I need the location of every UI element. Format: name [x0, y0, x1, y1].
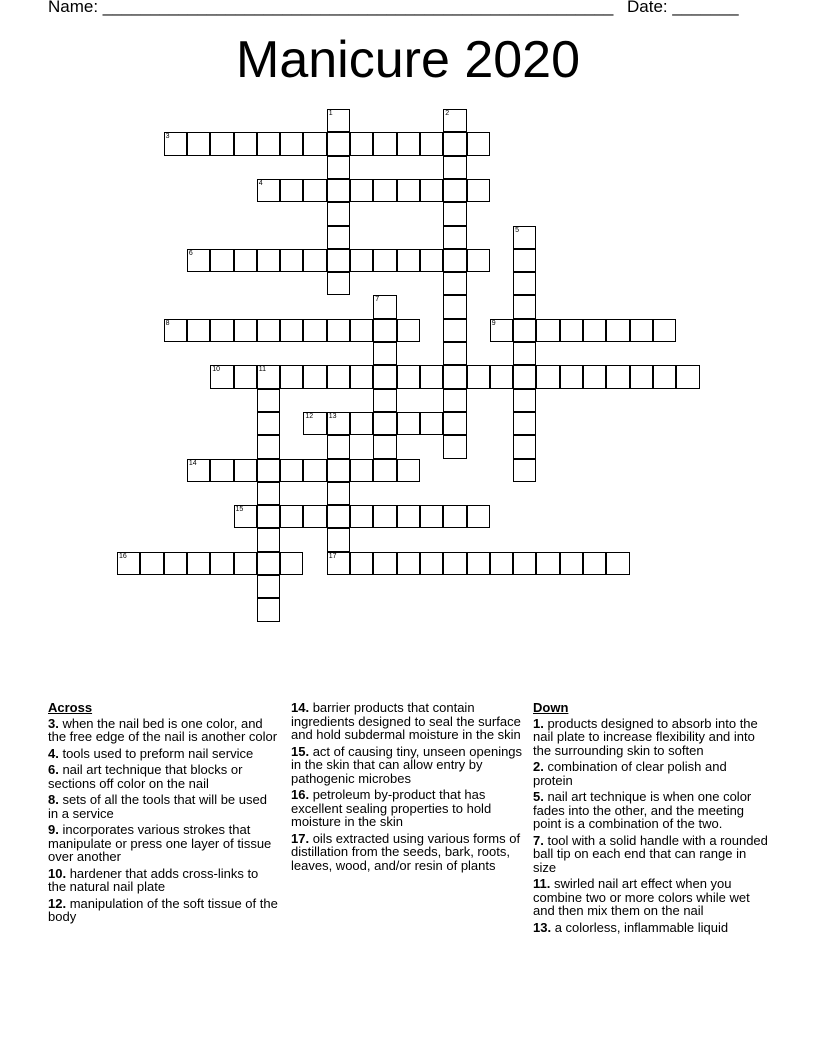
down-clue-list — [533, 717, 769, 935]
grid-cell[interactable] — [560, 552, 583, 575]
grid-cell[interactable] — [257, 482, 280, 505]
grid-cell[interactable] — [327, 109, 350, 132]
across-clue — [48, 763, 278, 790]
clue-number: 5. — [533, 789, 544, 804]
clue-number: 10. — [48, 865, 67, 881]
grid-cell[interactable] — [420, 552, 443, 575]
grid-cell[interactable] — [443, 272, 466, 295]
clue-number: 17. — [291, 830, 310, 846]
clue-number: 3. — [48, 715, 59, 731]
grid-cell[interactable] — [234, 505, 257, 528]
clue-number: 16 — [119, 552, 127, 560]
grid-cell[interactable] — [490, 552, 513, 575]
grid-cell[interactable] — [513, 249, 536, 272]
down-clue — [533, 790, 769, 831]
across-clue-list-1 — [48, 717, 278, 924]
across-clue — [48, 793, 278, 820]
clue-number: 14 — [188, 459, 197, 467]
grid-cell[interactable] — [513, 226, 536, 249]
clue-text: sets of all the tools that will be used in a service — [48, 792, 267, 821]
grid-cell[interactable] — [164, 552, 187, 575]
clue-text: tool with a solid handle with a rounded ball tip on each end that can range in size — [533, 832, 768, 875]
grid-cell[interactable] — [257, 435, 280, 458]
grid-cell[interactable] — [327, 528, 350, 551]
clue-number: 15. — [291, 743, 310, 759]
grid-cell[interactable] — [373, 389, 396, 412]
grid-cell[interactable] — [234, 365, 257, 388]
clue-number: 9 — [491, 319, 496, 327]
grid-cell[interactable] — [630, 319, 653, 342]
date-field-line: Date: _______ — [627, 0, 739, 16]
down-clue — [533, 921, 769, 935]
grid-cell[interactable] — [467, 365, 490, 388]
grid-cell[interactable] — [210, 319, 233, 342]
grid-cell[interactable] — [630, 365, 653, 388]
grid-cell[interactable] — [210, 132, 233, 155]
grid-cell[interactable] — [234, 459, 257, 482]
clue-number: 11. — [533, 876, 551, 891]
grid-cell[interactable] — [443, 109, 466, 132]
grid-cell[interactable] — [490, 365, 513, 388]
grid-cell[interactable] — [536, 552, 559, 575]
clue-text: when the nail bed is one color, and the free edge of the nail is another color — [48, 715, 278, 744]
clue-number: 17 — [328, 552, 337, 560]
clue-number: 6 — [188, 249, 193, 257]
grid-cell[interactable] — [443, 319, 466, 342]
grid-cell[interactable] — [443, 249, 466, 272]
grid-cell[interactable] — [397, 132, 420, 155]
grid-cell[interactable] — [513, 319, 536, 342]
grid-cell[interactable] — [397, 179, 420, 202]
grid-cell[interactable] — [350, 249, 373, 272]
grid-cell[interactable] — [327, 482, 350, 505]
clue-text: nail art technique is when one color fades into the other, and the meeting point is a combination of the two. — [533, 789, 752, 831]
clue-text: a colorless, inflammable liquid — [551, 919, 729, 935]
grid-cell[interactable] — [467, 249, 490, 272]
grid-cell[interactable] — [210, 365, 233, 388]
grid-cell[interactable] — [140, 552, 163, 575]
clue-number: 3 — [165, 133, 170, 141]
puzzle-title: Manicure 2020 — [236, 31, 580, 89]
grid-cell[interactable] — [257, 412, 280, 435]
clue-number: 1 — [328, 110, 333, 117]
grid-cell[interactable] — [583, 365, 606, 388]
grid-cell[interactable] — [303, 365, 326, 388]
grid-cell[interactable] — [443, 389, 466, 412]
grid-cell[interactable] — [443, 435, 466, 458]
clue-text: manipulation of the soft tissue of the body — [48, 895, 278, 924]
grid-cell[interactable] — [443, 202, 466, 225]
grid-cell[interactable] — [257, 575, 280, 598]
across-clue — [291, 788, 523, 829]
clue-number: 8 — [165, 319, 170, 327]
across-clue — [48, 717, 278, 744]
grid-cell[interactable] — [443, 552, 466, 575]
clue-text: products designed to absorb into the nail plate to increase flexibility and into the surrounding skin to soften — [533, 715, 758, 758]
grid-cell[interactable] — [373, 412, 396, 435]
grid-cell[interactable] — [443, 179, 466, 202]
grid-cell[interactable] — [443, 295, 466, 318]
grid-cell[interactable] — [280, 505, 303, 528]
grid-cell[interactable] — [513, 552, 536, 575]
grid-cell[interactable] — [117, 552, 140, 575]
across-clue-list-2 — [291, 701, 523, 872]
grid-cell[interactable] — [327, 202, 350, 225]
grid-cell[interactable] — [350, 179, 373, 202]
grid-cell[interactable] — [606, 365, 629, 388]
grid-cell[interactable] — [536, 365, 559, 388]
across-clue — [291, 701, 523, 742]
down-clues-col — [533, 701, 769, 937]
across-clue — [48, 747, 278, 761]
grid-cell[interactable] — [280, 552, 303, 575]
grid-cell[interactable] — [327, 505, 350, 528]
clue-number: 15 — [235, 506, 244, 514]
grid-cell[interactable] — [257, 365, 280, 388]
clue-number: 6. — [48, 762, 59, 777]
clue-number: 2. — [533, 759, 544, 774]
grid-cell[interactable] — [397, 412, 420, 435]
grid-cell[interactable] — [187, 319, 210, 342]
clue-text: swirled nail art effect when you combine two or more colors while wet and then mix them on the nail — [533, 876, 750, 918]
grid-cell[interactable] — [443, 132, 466, 155]
grid-cell[interactable] — [606, 319, 629, 342]
grid-cell[interactable] — [397, 249, 420, 272]
clue-text: petroleum by-product that has excellent sealing properties to hold moisture in the skin — [291, 787, 492, 829]
across-heading: Across — [48, 700, 93, 715]
grid-cell[interactable] — [257, 249, 280, 272]
grid-cell[interactable] — [373, 365, 396, 388]
clue-text: tools used to preform nail service — [58, 745, 254, 761]
grid-cell[interactable] — [560, 319, 583, 342]
grid-cell[interactable] — [373, 505, 396, 528]
grid-cell[interactable] — [187, 552, 210, 575]
grid-cell[interactable] — [187, 249, 210, 272]
grid-cell[interactable] — [257, 179, 280, 202]
grid-cell[interactable] — [513, 342, 536, 365]
down-heading: Down — [533, 700, 569, 715]
grid-cell[interactable] — [420, 365, 443, 388]
across-clue — [48, 867, 278, 894]
grid-cell[interactable] — [257, 319, 280, 342]
grid-cell[interactable] — [513, 389, 536, 412]
grid-cell[interactable] — [443, 505, 466, 528]
grid-cell[interactable] — [280, 459, 303, 482]
grid-cell[interactable] — [327, 156, 350, 179]
grid-cell[interactable] — [513, 272, 536, 295]
name-field-line: Name: ______________________________________________________ — [48, 0, 614, 16]
grid-cell[interactable] — [280, 319, 303, 342]
grid-cell[interactable] — [303, 132, 326, 155]
grid-cell[interactable] — [467, 179, 490, 202]
clue-number: 13 — [328, 412, 337, 420]
grid-cell[interactable] — [443, 342, 466, 365]
grid-cell[interactable] — [397, 505, 420, 528]
grid-cell[interactable] — [513, 435, 536, 458]
grid-cell[interactable] — [234, 249, 257, 272]
grid-cell[interactable] — [350, 412, 373, 435]
grid-cell[interactable] — [536, 319, 559, 342]
clue-text: incorporates various strokes that manipulate or press one layer of tissue over another — [48, 822, 272, 864]
grid-cell[interactable] — [257, 505, 280, 528]
clue-number: 5 — [515, 226, 519, 234]
grid-cell[interactable] — [303, 319, 326, 342]
grid-cell[interactable] — [467, 505, 490, 528]
grid-cell[interactable] — [234, 132, 257, 155]
grid-cell[interactable] — [443, 156, 466, 179]
grid-cell[interactable] — [350, 552, 373, 575]
grid-cell[interactable] — [420, 505, 443, 528]
grid-cell[interactable] — [327, 459, 350, 482]
grid-cell[interactable] — [187, 132, 210, 155]
grid-cell[interactable] — [210, 459, 233, 482]
clue-number: 9. — [48, 822, 59, 837]
grid-cell[interactable] — [350, 505, 373, 528]
grid-cell[interactable] — [513, 365, 536, 388]
clue-text: combination of clear polish and protein — [533, 759, 727, 788]
grid-cell[interactable] — [397, 319, 420, 342]
clue-text: hardener that adds cross-links to the natural nail plate — [48, 865, 259, 894]
clue-number: 12 — [305, 412, 314, 420]
grid-cell[interactable] — [676, 365, 699, 388]
grid-cell[interactable] — [373, 342, 396, 365]
grid-cell[interactable] — [420, 249, 443, 272]
grid-cell[interactable] — [606, 552, 629, 575]
across-clue — [48, 897, 278, 924]
down-clue — [533, 834, 769, 875]
grid-cell[interactable] — [397, 365, 420, 388]
across-clue — [291, 832, 523, 873]
grid-cell[interactable] — [350, 365, 373, 388]
down-clue — [533, 877, 769, 918]
grid-cell[interactable] — [327, 552, 350, 575]
grid-cell[interactable] — [513, 412, 536, 435]
clue-number: 4 — [258, 179, 263, 187]
grid-cell[interactable] — [443, 412, 466, 435]
down-clue — [533, 760, 769, 787]
grid-cell[interactable] — [303, 412, 326, 435]
grid-cell[interactable] — [583, 552, 606, 575]
grid-cell[interactable] — [303, 249, 326, 272]
grid-cell[interactable] — [257, 598, 280, 621]
grid-cell[interactable] — [234, 552, 257, 575]
grid-cell[interactable] — [280, 132, 303, 155]
grid-cell[interactable] — [257, 459, 280, 482]
clue-number: 13. — [533, 919, 552, 935]
clue-number: 2 — [445, 110, 450, 117]
grid-cell[interactable] — [397, 552, 420, 575]
grid-cell[interactable] — [420, 412, 443, 435]
grid-cell[interactable] — [210, 249, 233, 272]
grid-cell[interactable] — [513, 459, 536, 482]
grid-cell[interactable] — [467, 552, 490, 575]
across-clue — [291, 745, 523, 786]
grid-cell[interactable] — [373, 132, 396, 155]
grid-cell[interactable] — [397, 459, 420, 482]
grid-cell[interactable] — [443, 226, 466, 249]
clue-text: act of causing tiny, unseen openings in the skin that can allow entry by pathogenic microbes — [291, 743, 523, 786]
grid-cell[interactable] — [257, 389, 280, 412]
grid-cell[interactable] — [327, 272, 350, 295]
grid-cell[interactable] — [210, 552, 233, 575]
grid-cell[interactable] — [513, 295, 536, 318]
clue-number: 12. — [48, 895, 67, 911]
clue-text: barrier products that contain ingredients designed to seal the surface and hold subdermal moisture in the skin — [291, 700, 521, 742]
grid-cell[interactable] — [373, 179, 396, 202]
grid-cell[interactable] — [303, 505, 326, 528]
grid-cell[interactable] — [303, 179, 326, 202]
grid-cell[interactable] — [490, 319, 513, 342]
clue-number: 1. — [533, 715, 544, 731]
grid-cell[interactable] — [164, 132, 187, 155]
across-clue — [48, 823, 278, 864]
grid-cell[interactable] — [560, 365, 583, 388]
grid-cell[interactable] — [280, 365, 303, 388]
grid-cell[interactable] — [327, 365, 350, 388]
grid-cell[interactable] — [234, 319, 257, 342]
grid-cell[interactable] — [327, 249, 350, 272]
grid-cell[interactable] — [303, 459, 326, 482]
down-clue — [533, 717, 769, 758]
grid-cell[interactable] — [257, 528, 280, 551]
grid-cell[interactable] — [327, 319, 350, 342]
grid-cell[interactable] — [327, 179, 350, 202]
grid-cell[interactable] — [350, 132, 373, 155]
grid-cell[interactable] — [467, 132, 490, 155]
clue-number: 4. — [48, 745, 59, 761]
grid-cell[interactable] — [187, 459, 210, 482]
grid-cell[interactable] — [327, 226, 350, 249]
grid-cell[interactable] — [373, 552, 396, 575]
grid-cell[interactable] — [280, 179, 303, 202]
clue-number: 8. — [48, 792, 59, 807]
clue-number: 16. — [291, 787, 310, 802]
clue-number: 11 — [258, 366, 267, 374]
grid-cell[interactable] — [350, 459, 373, 482]
grid-cell[interactable] — [327, 412, 350, 435]
grid-cell[interactable] — [373, 435, 396, 458]
clue-number: 14. — [291, 700, 310, 715]
across-clues-col-2 — [291, 701, 523, 875]
grid-cell[interactable] — [443, 365, 466, 388]
grid-cell[interactable] — [653, 365, 676, 388]
clue-text: oils extracted using various forms of distillation from the seeds, bark, roots, leaves, wood, and/or resin of plants — [291, 830, 521, 873]
grid-cell[interactable] — [327, 435, 350, 458]
clue-number: 10 — [212, 366, 220, 374]
grid-cell[interactable] — [164, 319, 187, 342]
grid-cell[interactable] — [373, 249, 396, 272]
grid-cell[interactable] — [327, 132, 350, 155]
grid-cell[interactable] — [373, 459, 396, 482]
grid-cell[interactable] — [280, 249, 303, 272]
grid-cell[interactable] — [373, 319, 396, 342]
grid-cell[interactable] — [373, 295, 396, 318]
grid-cell[interactable] — [420, 179, 443, 202]
grid-cell[interactable] — [653, 319, 676, 342]
grid-cell[interactable] — [257, 552, 280, 575]
clue-number: 7 — [375, 296, 380, 304]
clue-text: nail art technique that blocks or sections off color on the nail — [48, 762, 243, 791]
grid-cell[interactable] — [257, 132, 280, 155]
across-clues-col-1 — [48, 701, 278, 927]
grid-cell[interactable] — [583, 319, 606, 342]
grid-cell[interactable] — [420, 132, 443, 155]
clue-number: 7. — [533, 832, 544, 848]
grid-cell[interactable] — [350, 319, 373, 342]
